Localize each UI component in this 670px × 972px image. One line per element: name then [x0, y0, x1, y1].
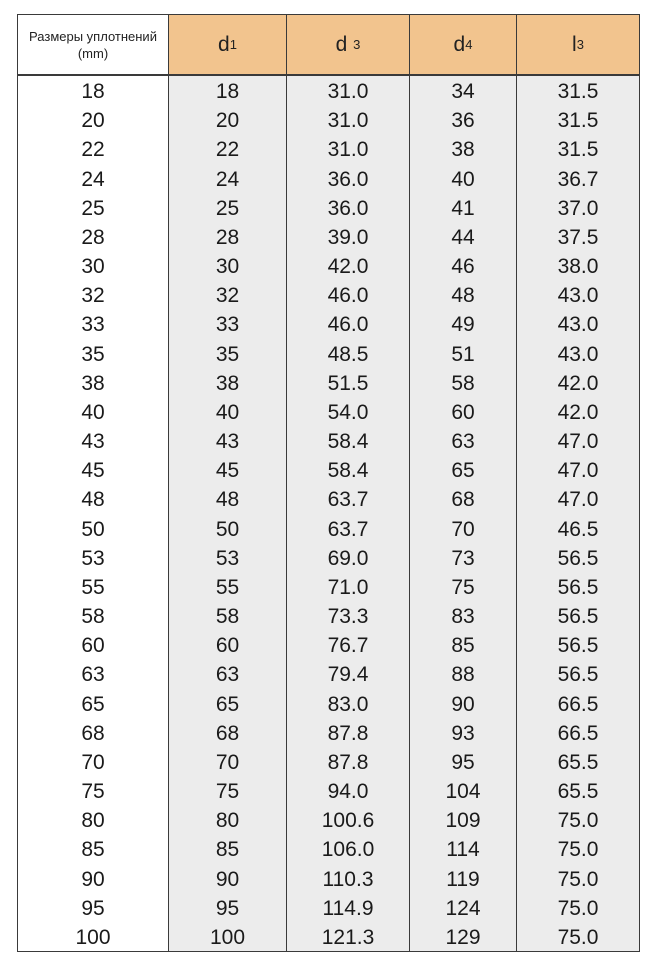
header-seal-size	[18, 15, 168, 74]
cell-d1: 60	[215, 634, 240, 658]
cell-seal-size: 58	[81, 605, 105, 628]
table-row	[18, 397, 639, 426]
cell-d4: 36	[451, 109, 475, 133]
cell-d4: 88	[451, 663, 475, 687]
cell-d4: 93	[451, 721, 475, 745]
table-body	[18, 76, 639, 951]
cell-d1: 65	[215, 692, 240, 716]
cell-d3: 48.5	[327, 342, 369, 366]
cell-seal-size: 60	[81, 634, 105, 658]
table-row	[18, 280, 639, 309]
cell-l3: 31.5	[557, 109, 599, 133]
header-d1-base: d	[218, 32, 230, 56]
cell-seal-size: 43	[81, 430, 105, 453]
cell-l3: 43.0	[557, 284, 599, 308]
table-row	[18, 105, 639, 134]
table-row	[18, 543, 639, 572]
cell-d3: 39.0	[327, 225, 369, 249]
cell-d1: 48	[215, 488, 240, 512]
table-row	[18, 339, 639, 368]
cell-l3: 56.5	[557, 634, 599, 658]
cell-d4: 73	[451, 546, 475, 570]
table-row	[18, 572, 639, 601]
cell-d3: 31.0	[327, 138, 369, 162]
cell-l3: 36.7	[557, 167, 599, 191]
cell-d1: 80	[215, 809, 240, 833]
cell-d3: 87.8	[327, 750, 369, 774]
cell-d4: 90	[451, 692, 475, 716]
cell-d4: 41	[451, 196, 475, 220]
cell-d3: 63.7	[327, 517, 369, 541]
cell-seal-size: 80	[81, 809, 105, 833]
cell-l3: 47.0	[557, 488, 599, 512]
cell-d1: 22	[215, 138, 240, 162]
cell-d1: 18	[215, 80, 240, 103]
cell-seal-size: 38	[81, 371, 105, 395]
cell-d1: 90	[215, 867, 240, 891]
cell-l3: 47.0	[557, 459, 599, 483]
cell-seal-size: 20	[81, 109, 105, 133]
cell-d3: 69.0	[327, 546, 369, 570]
cell-d4: 60	[451, 400, 475, 424]
cell-seal-size: 63	[81, 663, 105, 687]
cell-d4: 49	[451, 313, 475, 337]
table-row	[18, 484, 639, 513]
cell-seal-size: 85	[81, 838, 105, 862]
cell-l3: 31.5	[557, 138, 599, 162]
cell-d4: 70	[451, 517, 475, 541]
header-l3-base: l	[572, 32, 577, 56]
cell-d4: 46	[451, 255, 475, 278]
cell-d4: 119	[446, 867, 480, 891]
cell-l3: 66.5	[557, 721, 599, 745]
table-row	[18, 76, 639, 105]
cell-d4: 51	[451, 342, 475, 366]
header-d4-sub: 4	[465, 37, 473, 52]
cell-d1: 53	[215, 546, 240, 570]
cell-d3: 94.0	[327, 780, 369, 803]
cell-seal-size: 50	[81, 517, 105, 541]
table-row	[18, 134, 639, 163]
cell-d4: 109	[445, 809, 481, 833]
cell-seal-size: 30	[81, 255, 105, 278]
cell-l3: 37.0	[557, 196, 599, 220]
cell-l3: 56.5	[557, 546, 599, 570]
cell-d1: 38	[215, 371, 240, 395]
header-d1-sub: 1	[229, 37, 237, 52]
cell-l3: 75.0	[557, 838, 599, 862]
dimensions-table	[17, 14, 640, 952]
cell-d3: 87.8	[327, 721, 369, 745]
cell-d4: 68	[451, 488, 475, 512]
cell-d4: 63	[451, 430, 475, 453]
cell-l3: 43.0	[557, 342, 599, 366]
cell-d4: 34	[451, 80, 475, 103]
cell-d4: 40	[451, 167, 475, 191]
cell-d4: 124	[445, 896, 481, 920]
cell-seal-size: 70	[81, 750, 105, 774]
header-d3	[287, 15, 409, 74]
cell-seal-size: 65	[81, 692, 105, 716]
cell-d3: 114.9	[322, 896, 374, 920]
cell-d1: 50	[215, 517, 240, 541]
cell-d3: 106.0	[321, 838, 375, 862]
cell-seal-size: 18	[81, 80, 105, 103]
cell-seal-size: 68	[81, 721, 105, 745]
cell-d4: 44	[451, 225, 475, 249]
cell-d3: 58.4	[327, 459, 369, 483]
cell-l3: 43.0	[557, 313, 599, 337]
header-l3-sub: 3	[576, 37, 584, 52]
cell-d1: 70	[215, 750, 240, 774]
header-seal-size-label: Размеры уплотнений	[29, 28, 157, 44]
cell-l3: 47.0	[557, 430, 599, 453]
cell-d3: 58.4	[327, 430, 369, 453]
table-row	[18, 251, 639, 280]
table-row	[18, 426, 639, 455]
cell-d4: 95	[451, 750, 475, 774]
table-row	[18, 776, 639, 805]
table-row	[18, 893, 639, 922]
cell-l3: 66.5	[557, 692, 599, 716]
cell-l3: 65.5	[557, 780, 599, 803]
cell-l3: 56.5	[557, 605, 599, 628]
cell-d4: 114	[446, 838, 480, 862]
cell-d1: 45	[215, 459, 240, 483]
cell-seal-size: 35	[81, 342, 105, 366]
cell-d4: 48	[451, 284, 475, 308]
table-row	[18, 864, 639, 893]
cell-l3: 75.0	[557, 925, 599, 949]
cell-d4: 85	[451, 634, 475, 658]
header-d1	[169, 15, 286, 74]
dimensions-table-container	[17, 14, 640, 952]
table-row	[18, 805, 639, 834]
cell-seal-size: 28	[81, 225, 105, 249]
cell-d1: 25	[215, 196, 240, 220]
cell-seal-size: 22	[81, 138, 105, 162]
cell-l3: 56.5	[557, 663, 599, 687]
cell-d4: 58	[451, 371, 475, 395]
table-row	[18, 834, 639, 863]
cell-seal-size: 90	[81, 867, 105, 891]
cell-d1: 30	[215, 255, 240, 278]
header-d3-sub: 3	[353, 37, 361, 52]
table-row	[18, 455, 639, 484]
cell-seal-size: 25	[81, 196, 105, 220]
cell-d1: 40	[215, 400, 240, 424]
cell-d1: 20	[215, 109, 240, 133]
cell-seal-size: 55	[81, 575, 105, 599]
table-row	[18, 718, 639, 747]
header-l3	[517, 15, 639, 74]
cell-d3: 79.4	[327, 663, 369, 687]
cell-seal-size: 45	[81, 459, 105, 483]
cell-seal-size: 75	[81, 780, 105, 803]
cell-l3: 31.5	[557, 80, 599, 103]
table-row	[18, 689, 639, 718]
cell-d3: 51.5	[327, 371, 369, 395]
table-row	[18, 368, 639, 397]
cell-l3: 38.0	[557, 255, 599, 278]
cell-l3: 56.5	[557, 575, 599, 599]
table-row	[18, 659, 639, 688]
cell-d3: 63.7	[327, 488, 369, 512]
cell-d4: 75	[451, 575, 475, 599]
cell-d1: 95	[215, 896, 240, 920]
cell-d3: 46.0	[327, 313, 369, 337]
cell-d3: 110.3	[322, 867, 374, 891]
cell-l3: 65.5	[557, 750, 599, 774]
table-row	[18, 193, 639, 222]
cell-d3: 71.0	[327, 575, 369, 599]
cell-seal-size: 33	[81, 313, 105, 337]
cell-l3: 75.0	[557, 896, 599, 920]
cell-l3: 46.5	[557, 517, 599, 541]
cell-d1: 33	[215, 313, 240, 337]
table-row	[18, 922, 639, 951]
table-row	[18, 630, 639, 659]
cell-d1: 35	[215, 342, 240, 366]
table-row	[18, 309, 639, 338]
cell-d1: 24	[215, 167, 240, 191]
cell-d3: 121.3	[321, 925, 375, 949]
cell-d1: 28	[215, 225, 240, 249]
cell-d1: 32	[215, 284, 240, 308]
cell-l3: 42.0	[557, 371, 599, 395]
cell-d4: 83	[451, 605, 475, 628]
cell-l3: 37.5	[557, 225, 599, 249]
cell-d1: 75	[215, 780, 240, 803]
header-d4-base: d	[453, 32, 466, 56]
cell-d1: 63	[215, 663, 240, 687]
cell-seal-size: 24	[81, 167, 105, 191]
header-d4	[410, 15, 516, 74]
cell-d3: 31.0	[327, 109, 369, 133]
table-row	[18, 601, 639, 630]
cell-l3: 42.0	[557, 400, 599, 424]
cell-d3: 73.3	[327, 605, 369, 628]
cell-seal-size: 48	[81, 488, 105, 512]
cell-d4: 129	[445, 925, 481, 949]
cell-d1: 55	[215, 575, 240, 599]
cell-seal-size: 95	[81, 896, 105, 920]
cell-d3: 76.7	[327, 634, 369, 658]
cell-d3: 31.0	[327, 80, 369, 103]
cell-seal-size: 32	[81, 284, 105, 308]
table-row	[18, 514, 639, 543]
cell-seal-size: 100	[75, 925, 111, 949]
cell-d3: 83.0	[327, 692, 369, 716]
cell-d3: 36.0	[327, 167, 369, 191]
cell-d3: 46.0	[327, 284, 369, 308]
table-row	[18, 747, 639, 776]
cell-seal-size: 40	[81, 400, 105, 424]
cell-l3: 75.0	[557, 867, 599, 891]
header-d3-base: d	[335, 32, 348, 56]
cell-d1: 100	[209, 925, 246, 949]
cell-l3: 75.0	[557, 809, 599, 833]
table-row	[18, 222, 639, 251]
cell-d3: 42.0	[327, 255, 369, 278]
cell-seal-size: 53	[81, 546, 105, 570]
cell-d4: 104	[445, 780, 481, 803]
cell-d1: 85	[215, 838, 240, 862]
header-seal-size-unit: (mm)	[77, 45, 109, 61]
cell-d3: 36.0	[327, 196, 369, 220]
table-row	[18, 164, 639, 193]
cell-d4: 38	[451, 138, 475, 162]
cell-d3: 100.6	[321, 809, 375, 833]
cell-d3: 54.0	[327, 400, 369, 424]
cell-d4: 65	[451, 459, 475, 483]
cell-d1: 58	[215, 605, 240, 628]
cell-d1: 68	[215, 721, 240, 745]
cell-d1: 43	[215, 430, 240, 453]
